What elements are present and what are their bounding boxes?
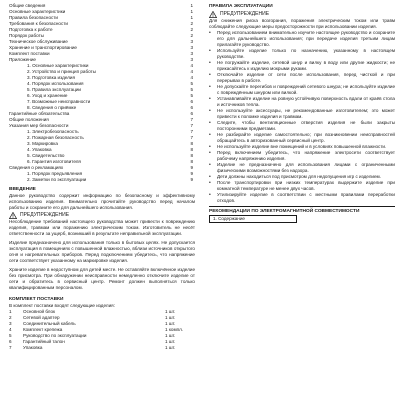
list-item-text: Не погружайте изделие, сетевой шнур и вилку в воду или другие жидкости; не прикасайтесь к изделию мокрыми руками. — [217, 60, 395, 71]
toc-entry-page: 7 — [190, 117, 193, 122]
toc-entry-page: 6 — [190, 105, 193, 110]
spec-row — [9, 345, 195, 351]
spec-label: Руководство по эксплуатации — [23, 333, 87, 338]
list-item-text: Отключайте изделие от сети после использования, перед чисткой и при перерывах в работе. — [217, 72, 395, 83]
body-text-1: Изделие предназначено для использования только в бытовых целях. Не допускается эксплуатация в помещениях с повышенной влажностью, вблизи источников открытого огня и нагревательных приборов. Перед подключением убедитесь, что напряжение сети соответствует указанному на маркировке изделия. — [9, 240, 195, 263]
toc-entry-label: Комплект поставки — [9, 51, 50, 56]
toc-entry-label: 5. Правила эксплуатации — [27, 87, 81, 92]
bullet-icon: • — [209, 180, 211, 186]
bullet-icon: • — [209, 96, 211, 102]
warning-triangle-icon — [9, 212, 17, 219]
toc-entry-page: 9 — [190, 171, 193, 176]
list-item-text: Перед использованием внимательно изучите настоящее руководство и сохраните его для дальнейшего использования; при передаче изделия третьим лицам прилагайте руководство. — [217, 30, 395, 47]
list-item-text: Устанавливайте изделие на ровную устойчивую поверхность вдали от краёв стола и источников тепла. — [217, 96, 395, 107]
spec-label: Комплект крепежа — [23, 327, 63, 332]
list-item — [209, 60, 395, 72]
list-item-text: Не разбирайте изделие самостоятельно; при возникновении неисправностей обращайтесь в авторизованный сервисный центр. — [217, 132, 395, 143]
toc-entry-page: 6 — [190, 111, 193, 116]
bullet-icon: • — [209, 120, 211, 126]
left-column — [9, 3, 195, 400]
list-item — [209, 180, 395, 192]
toc-entry-page: 2 — [190, 27, 193, 32]
list-item — [209, 120, 395, 132]
toc-entry-page: 8 — [190, 147, 193, 152]
toc-entry-page: 3 — [190, 39, 193, 44]
intro-text: Данное руководство содержит информацию по безопасному и эффективному использованию изделия. Внимательно прочитайте руководство перед началом работы и сохраните его для дальнейшего использования. — [9, 193, 195, 210]
toc-entry-label: 4. Упаковка — [27, 147, 52, 152]
list-item-text: Изделие не предназначено для использования лицами с ограниченными физическими возможностями без надзора. — [217, 162, 395, 173]
list-item — [209, 108, 395, 120]
spec-val: 1 шт. — [165, 309, 176, 314]
toc-entry-label: 7. Возможные неисправности — [27, 99, 91, 104]
toc-entry-label: 1. Основные характеристики — [27, 63, 89, 68]
spec-num: 3 — [9, 321, 12, 326]
spec-num: 1 — [9, 309, 12, 314]
toc-entry-page: 4 — [190, 63, 193, 68]
list-item-text: Не допускайте перегибов и повреждений сетевого шнура; не используйте изделие с повреждённым шнуром или вилкой. — [217, 84, 395, 95]
toc-entry-page: 8 — [190, 141, 193, 146]
toc-entry-label: 3. Маркировка — [27, 141, 58, 146]
bullet-icon: • — [209, 150, 211, 156]
spec-val: 1 шт. — [165, 321, 176, 326]
intro-heading: ВВЕДЕНИЕ — [9, 187, 36, 192]
toc-entry-page: 7 — [190, 123, 193, 128]
right-warning-text: Для снижения риска возгорания, поражения электрическим током или травм соблюдайте следующие меры предосторожности при использовании изделия. — [209, 18, 395, 29]
toc-entry-label: 2. Устройство и принцип работы — [27, 69, 96, 74]
toc-entry-page: 7 — [190, 129, 193, 134]
spec-val: 1 компл. — [165, 327, 184, 332]
toc-entry-label: 1. Электробезопасность — [27, 129, 79, 134]
spec-label: Сетевой адаптер — [23, 315, 60, 320]
bullet-icon: • — [209, 132, 211, 138]
toc-entry-page: 2 — [190, 21, 193, 26]
toc-entry-label: Указания мер безопасности — [9, 123, 69, 128]
toc-entry-label: Приложение — [9, 57, 36, 62]
list-item-text: Используйте изделие только по назначению, указанному в настоящем руководстве. — [217, 48, 395, 59]
list-item-text: Не используйте аксессуары, не рекомендованные изготовителем; это может привести к поломке изделия и травмам. — [217, 108, 395, 119]
toc-entry-page: 7 — [190, 135, 193, 140]
toc-entry-page: 6 — [190, 99, 193, 104]
list-item — [209, 30, 395, 48]
bullet-icon: • — [209, 108, 211, 114]
toc-entry-label: 2. Заметки по эксплуатации — [27, 177, 87, 182]
list-item — [209, 150, 395, 162]
bullet-icon: • — [209, 72, 211, 78]
toc-entry-label: 5. Свидетельство — [27, 153, 65, 158]
footer-box: 1. Содержание — [209, 215, 297, 223]
list-item-text: Дети должны находиться под присмотром для недопущения игр с изделием. — [217, 174, 381, 179]
bullet-icon: • — [209, 60, 211, 66]
spec-val: 1 шт. — [165, 339, 176, 344]
toc-entry-label: 6. Гарантия изготовителя — [27, 159, 81, 164]
left-warning-label: ПРЕДУПРЕЖДЕНИЕ — [20, 212, 70, 218]
toc-entry-page: 5 — [190, 81, 193, 86]
spec-num: 2 — [9, 315, 12, 320]
list-item-text: Не используйте изделие вне помещений и в условиях повышенной влажности. — [217, 144, 387, 149]
list-item — [209, 192, 395, 204]
spec-val: 1 шт. — [165, 315, 176, 320]
toc-entry-label: 8. Сведения о приёмке — [27, 105, 77, 110]
list-item-text: Перед включением убедитесь, что напряжение электросети соответствует рабочему напряжению изделия. — [217, 150, 395, 161]
toc-entry-label: Общие положения — [9, 117, 49, 122]
toc-entry-page: 5 — [190, 87, 193, 92]
list-item-text: Следите, чтобы вентиляционные отверстия изделия не были закрыты посторонними предметами. — [217, 120, 395, 131]
right-heading: ПРАВИЛА ЭКСПЛУАТАЦИИ — [209, 4, 273, 9]
toc-entry-page: 9 — [190, 165, 193, 170]
bullet-icon: • — [209, 144, 211, 150]
bullet-icon: • — [209, 174, 211, 180]
toc-entry-page: 4 — [190, 75, 193, 80]
warning-triangle-icon — [209, 11, 217, 18]
toc-entry-label: 4. Порядок использования — [27, 81, 84, 86]
bullet-icon: • — [209, 30, 211, 36]
toc-entry-label: 6. Уход и хранение — [27, 93, 68, 98]
footer-divider — [209, 206, 395, 207]
spec-list — [9, 309, 195, 351]
toc-entry-label: 1. Порядок предъявления — [27, 171, 83, 176]
bullet-icon: • — [209, 192, 211, 198]
toc-entry-page: 1 — [190, 3, 193, 8]
toc-entry-label: Гарантийные обязательства — [9, 111, 70, 116]
list-item — [209, 132, 395, 144]
toc-entry-label: Сведения о рекламациях — [9, 165, 64, 170]
toc-entry-page: 3 — [190, 45, 193, 50]
spec-num: 5 — [9, 333, 12, 338]
spec-num: 4 — [9, 327, 12, 332]
toc-entry-page: 5 — [190, 93, 193, 98]
right-warning-label: ПРЕДУПРЕЖДЕНИЕ — [220, 11, 270, 17]
toc-entry-label: Правила безопасности — [9, 15, 58, 20]
bullet-icon: • — [209, 48, 211, 54]
safety-bullet-list — [209, 30, 395, 204]
spec-intro: В комплект поставки входят следующие изделия: — [9, 303, 115, 308]
body-text-2: Храните изделие в недоступном для детей месте. Не оставляйте включённое изделие без присмотра. При обнаружении неисправности немедленно отключите изделие от сети и обратитесь в сервисный центр. Ремонт должен выполняться только квалифицированным персоналом. — [9, 267, 195, 290]
table-of-contents — [9, 3, 195, 183]
list-item — [209, 72, 395, 84]
spec-label: Упаковка — [23, 345, 43, 350]
toc-entry-page: 3 — [190, 51, 193, 56]
toc-entry-label: Основные характеристики — [9, 9, 66, 14]
toc-entry-label: Техническое обслуживание — [9, 39, 68, 44]
toc-entry-page: 1 — [190, 9, 193, 14]
spec-num: 7 — [9, 345, 12, 350]
toc-entry-page: 1 — [190, 15, 193, 20]
list-item — [209, 84, 395, 96]
toc-entry-page: 8 — [190, 153, 193, 158]
toc-entry-label: 2. Пожарная безопасность — [27, 135, 84, 140]
list-item — [209, 162, 395, 174]
right-warning-heading — [209, 10, 395, 18]
toc-entry-label: Общие сведения — [9, 3, 46, 8]
left-warning-heading — [9, 211, 195, 219]
toc-entry-label: Требования к безопасности — [9, 21, 68, 26]
spec-label: Соединительный кабель — [23, 321, 76, 326]
toc-entry-label: 3. Подготовка изделия — [27, 75, 75, 80]
toc-entry-label: Порядок работы — [9, 33, 44, 38]
footer-heading: РЕКОМЕНДАЦИИ ПО ЭЛЕКТРОМАГНИТНОЙ СОВМЕСТИМОСТИ — [209, 209, 360, 214]
toc-entry-page: 8 — [190, 159, 193, 164]
list-item — [209, 96, 395, 108]
toc-entry-label: Подготовка к работе — [9, 27, 53, 32]
bullet-icon: • — [209, 162, 211, 168]
toc-entry-page: 4 — [190, 69, 193, 74]
spec-val: 1 шт. — [165, 345, 176, 350]
toc-entry-page: 2 — [190, 33, 193, 38]
list-item-text: Утилизируйте изделие в соответствии с местными правилами переработки отходов. — [217, 192, 395, 203]
spec-label: Гарантийный талон — [23, 339, 65, 344]
list-item-text: После транспортировки при низких температурах выдержите изделие при комнатной температуре не менее двух часов. — [217, 180, 395, 191]
list-item — [209, 48, 395, 60]
left-warning-text: Несоблюдение требований настоящего руководства может привести к повреждению изделия, травмам или поражению электрическим током. Изготовитель не несёт ответственности за ущерб, возникший в результате неправильной эксплуатации. — [9, 219, 195, 236]
toc-entry-page: 9 — [190, 177, 193, 182]
bullet-icon: • — [209, 84, 211, 90]
spec-num: 6 — [9, 339, 12, 344]
spec-label: Основной блок — [23, 309, 56, 314]
toc-entry-page: 3 — [190, 57, 193, 62]
spec-val: 1 шт. — [165, 333, 176, 338]
spec-heading: КОМПЛЕКТ ПОСТАВКИ — [9, 297, 64, 302]
toc-entry-label: Хранение и транспортирование — [9, 45, 77, 50]
right-column — [209, 3, 395, 400]
